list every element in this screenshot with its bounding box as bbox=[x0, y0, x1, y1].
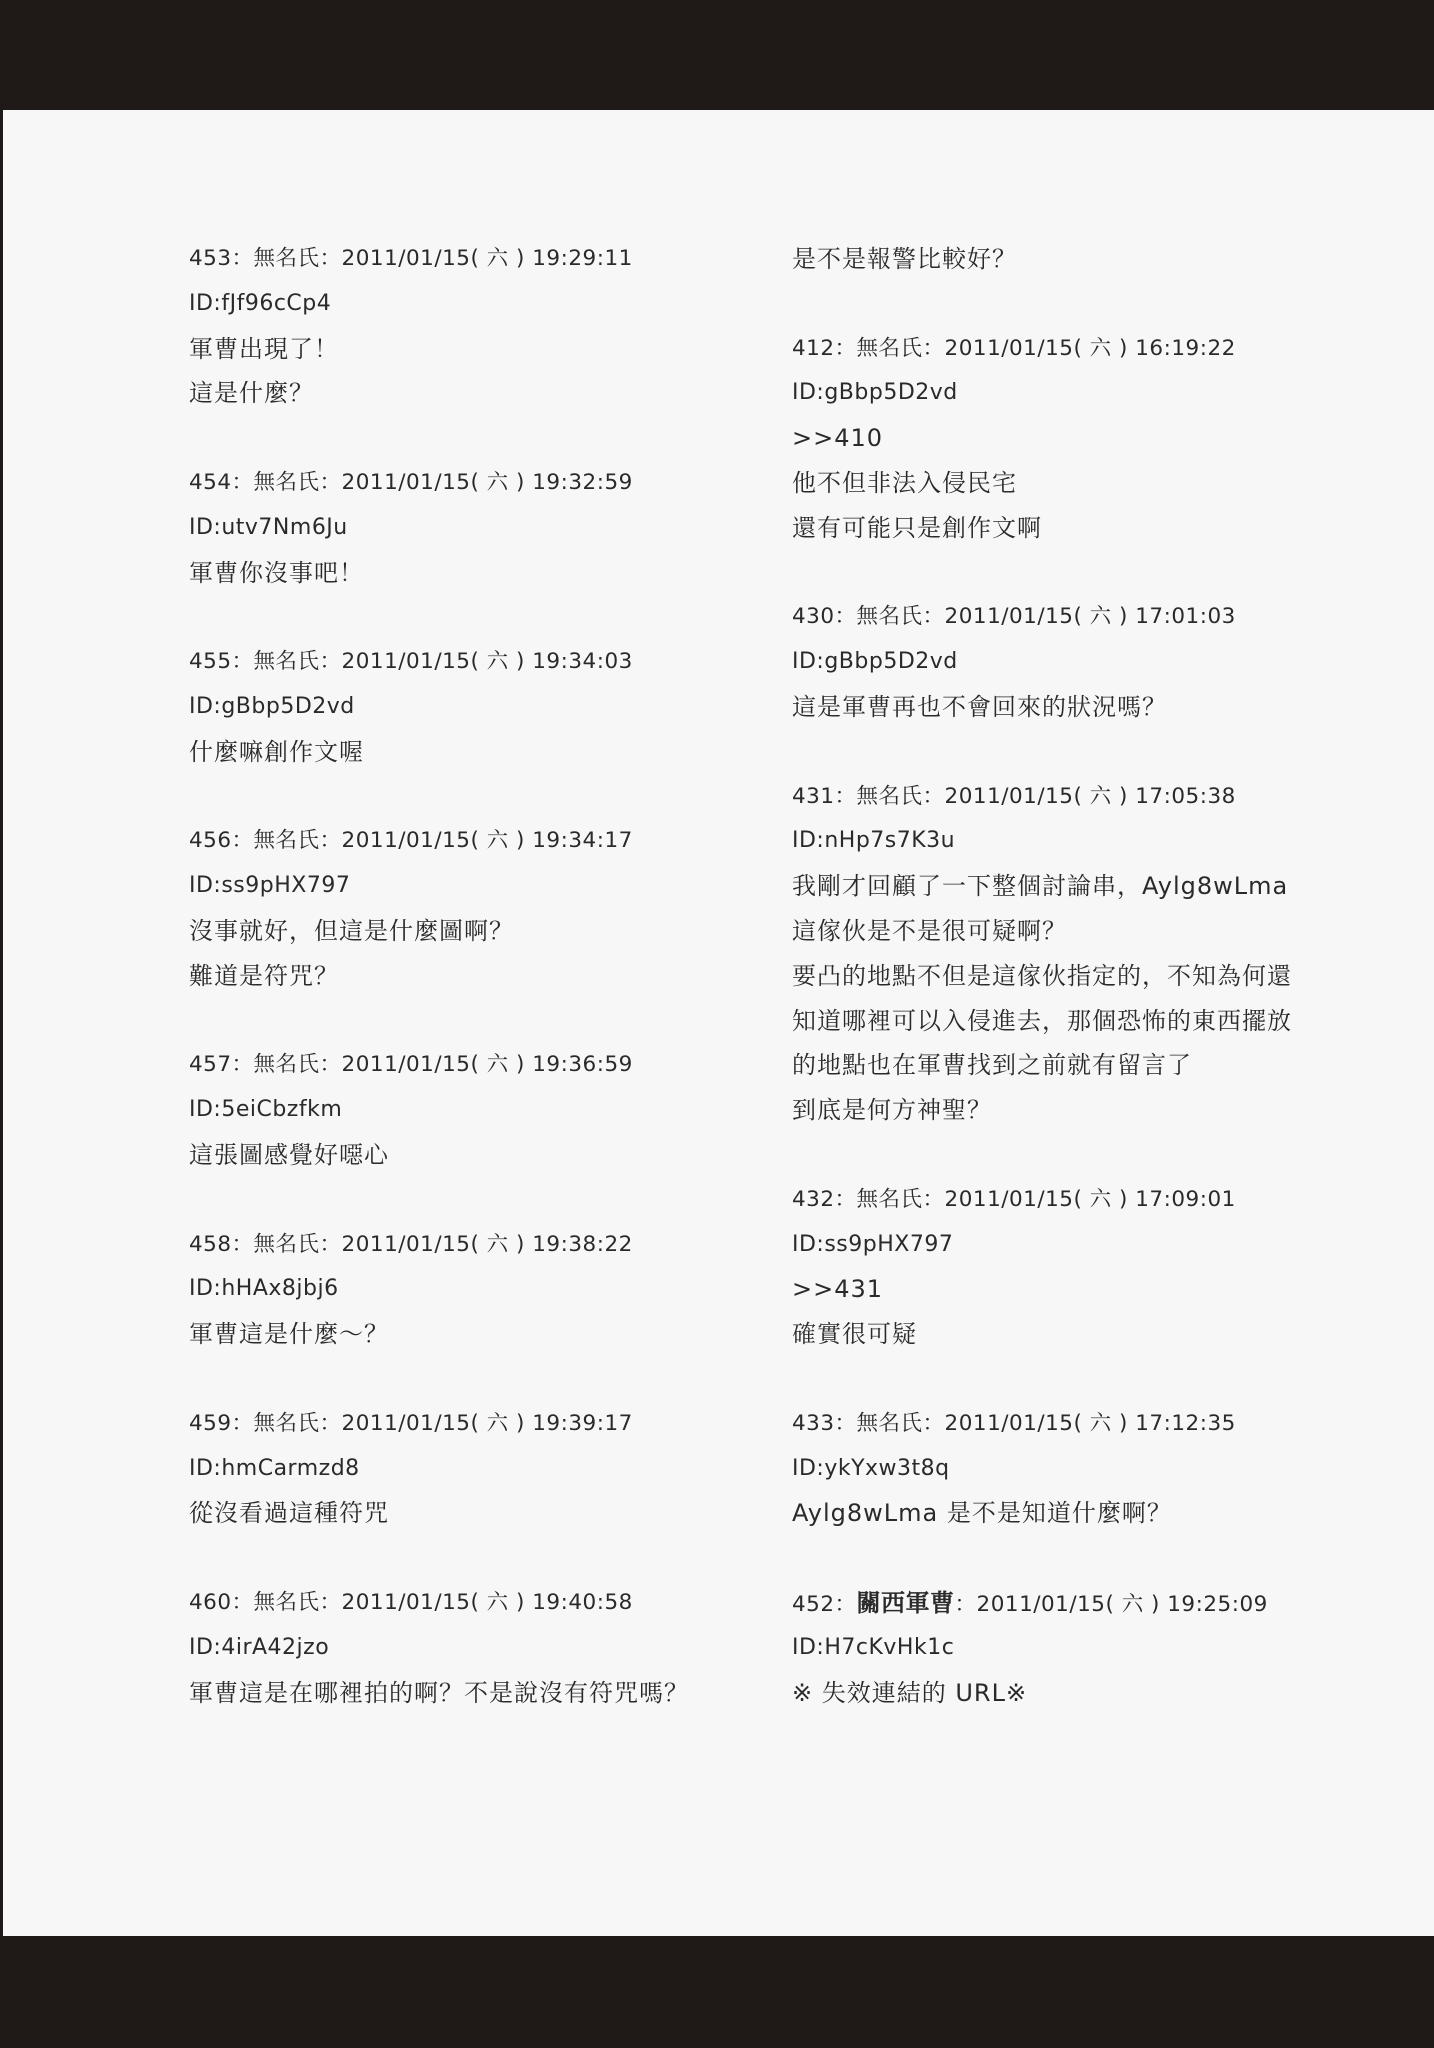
post-id: ID:H7cKvHk1c bbox=[792, 1634, 955, 1660]
post-line: >>431 bbox=[792, 1275, 884, 1304]
post-line: ※ 失效連結的 URL※ bbox=[792, 1678, 1028, 1707]
post-line: 知道哪裡可以入侵進去，那個恐怖的東西擺放 bbox=[792, 1006, 1292, 1035]
poster-name: 關西軍曹 bbox=[856, 1588, 955, 1617]
post-line: 軍曹這是在哪裡拍的啊？不是說沒有符咒嗎？ bbox=[189, 1678, 689, 1707]
post-line: 軍曹你沒事吧！ bbox=[189, 558, 364, 587]
post-line: 軍曹出現了！ bbox=[189, 334, 339, 363]
post-line: 這是軍曹再也不會回來的狀況嗎？ bbox=[792, 692, 1167, 721]
post-id: ID:hHAx8jbj6 bbox=[189, 1276, 339, 1302]
post-line: Aylg8wLma 是不是知道什麼啊？ bbox=[792, 1499, 1172, 1528]
post bbox=[189, 461, 749, 640]
post-line: 到底是何方神聖？ bbox=[792, 1096, 992, 1125]
post-header: 430：無名氏：2011/01/15( 六 ) 17:01:03 bbox=[792, 604, 1236, 630]
post-line: 還有可能只是創作文啊 bbox=[792, 513, 1042, 542]
post-header: 454：無名氏：2011/01/15( 六 ) 19:32:59 bbox=[189, 469, 633, 495]
post-header: 457：無名氏：2011/01/15( 六 ) 19:36:59 bbox=[189, 1052, 633, 1078]
post bbox=[189, 819, 749, 1043]
post-id: ID:ss9pHX797 bbox=[792, 1231, 954, 1257]
post-id: ID:5eiCbzfkm bbox=[189, 1097, 343, 1123]
post-id: ID:gBbp5D2vd bbox=[792, 649, 958, 675]
post bbox=[792, 327, 1372, 596]
post-header: 459：無名氏：2011/01/15( 六 ) 19:39:17 bbox=[189, 1410, 633, 1436]
post-id: ID:nHp7s7K3u bbox=[792, 828, 956, 854]
post-header: 412：無名氏：2011/01/15( 六 ) 16:19:22 bbox=[792, 335, 1236, 361]
post bbox=[189, 640, 749, 819]
post bbox=[189, 1223, 749, 1402]
post-line: 這是什麼？ bbox=[189, 379, 314, 408]
post-header: 433：無名氏：2011/01/15( 六 ) 17:12:35 bbox=[792, 1410, 1236, 1436]
post-line: 我剛才回顧了一下整個討論串，Aylg8wLma bbox=[792, 872, 1289, 901]
post-header: 431：無名氏：2011/01/15( 六 ) 17:05:38 bbox=[792, 783, 1236, 809]
post-line: 確實很可疑 bbox=[792, 1320, 917, 1349]
post-id: ID:gBbp5D2vd bbox=[792, 380, 958, 406]
post bbox=[189, 237, 749, 461]
post-header: 432：無名氏：2011/01/15( 六 ) 17:09:01 bbox=[792, 1186, 1236, 1212]
page bbox=[3, 110, 1434, 1936]
post-id: ID:ykYxw3t8q bbox=[792, 1455, 950, 1481]
post-header: 456：無名氏：2011/01/15( 六 ) 19:34:17 bbox=[189, 828, 633, 854]
post bbox=[792, 1402, 1372, 1581]
post-line: 的地點也在軍曹找到之前就有留言了 bbox=[792, 1051, 1192, 1080]
post-line: 難道是符咒？ bbox=[189, 961, 339, 990]
post-header: 453：無名氏：2011/01/15( 六 ) 19:29:11 bbox=[189, 246, 633, 271]
post-line: 從沒看過這種符咒 bbox=[189, 1499, 389, 1528]
final-post bbox=[792, 1581, 1372, 1715]
post bbox=[189, 1043, 749, 1222]
post-header: 455：無名氏：2011/01/15( 六 ) 19:34:03 bbox=[189, 649, 633, 675]
post-header: 460：無名氏：2011/01/15( 六 ) 19:40:58 bbox=[189, 1589, 633, 1615]
post-line: 什麼嘛創作文喔 bbox=[189, 737, 364, 766]
post-line: >>410 bbox=[792, 424, 884, 453]
post-line: 這傢伙是不是很可疑啊？ bbox=[792, 916, 1067, 945]
post-id: ID:ss9pHX797 bbox=[189, 873, 351, 899]
post-id: ID:hmCarmzd8 bbox=[189, 1455, 360, 1481]
post bbox=[189, 1402, 749, 1581]
post-id: ID:gBbp5D2vd bbox=[189, 693, 355, 719]
post-line: 軍曹這是什麼～？ bbox=[189, 1320, 389, 1349]
post-id: ID:utv7Nm6Ju bbox=[189, 514, 348, 540]
post-time: ：2011/01/15( 六 ) 19:25:09 bbox=[954, 1591, 1268, 1617]
post-id: ID:fJf96cCp4 bbox=[189, 290, 332, 316]
left-column bbox=[189, 237, 749, 1760]
post-line: 沒事就好，但這是什麼圖啊？ bbox=[189, 916, 514, 945]
post bbox=[792, 1178, 1372, 1402]
post-number: 452： bbox=[792, 1591, 857, 1617]
post-id: ID:4irA42jzo bbox=[189, 1634, 330, 1660]
post-line: 這張圖感覺好噁心 bbox=[189, 1140, 389, 1169]
post bbox=[792, 775, 1372, 1178]
continued-line: 是不是報警比較好？ bbox=[792, 245, 1017, 273]
post-line: 他不但非法入侵民宅 bbox=[792, 468, 1017, 497]
post-header: 458：無名氏：2011/01/15( 六 ) 19:38:22 bbox=[189, 1231, 633, 1257]
post-header bbox=[792, 1581, 1372, 1626]
right-column bbox=[792, 237, 1372, 1715]
post-line: 要凸的地點不但是這傢伙指定的，不知為何還 bbox=[792, 961, 1292, 990]
post bbox=[189, 1581, 749, 1760]
right-posts bbox=[792, 327, 1372, 1581]
post bbox=[792, 595, 1372, 774]
